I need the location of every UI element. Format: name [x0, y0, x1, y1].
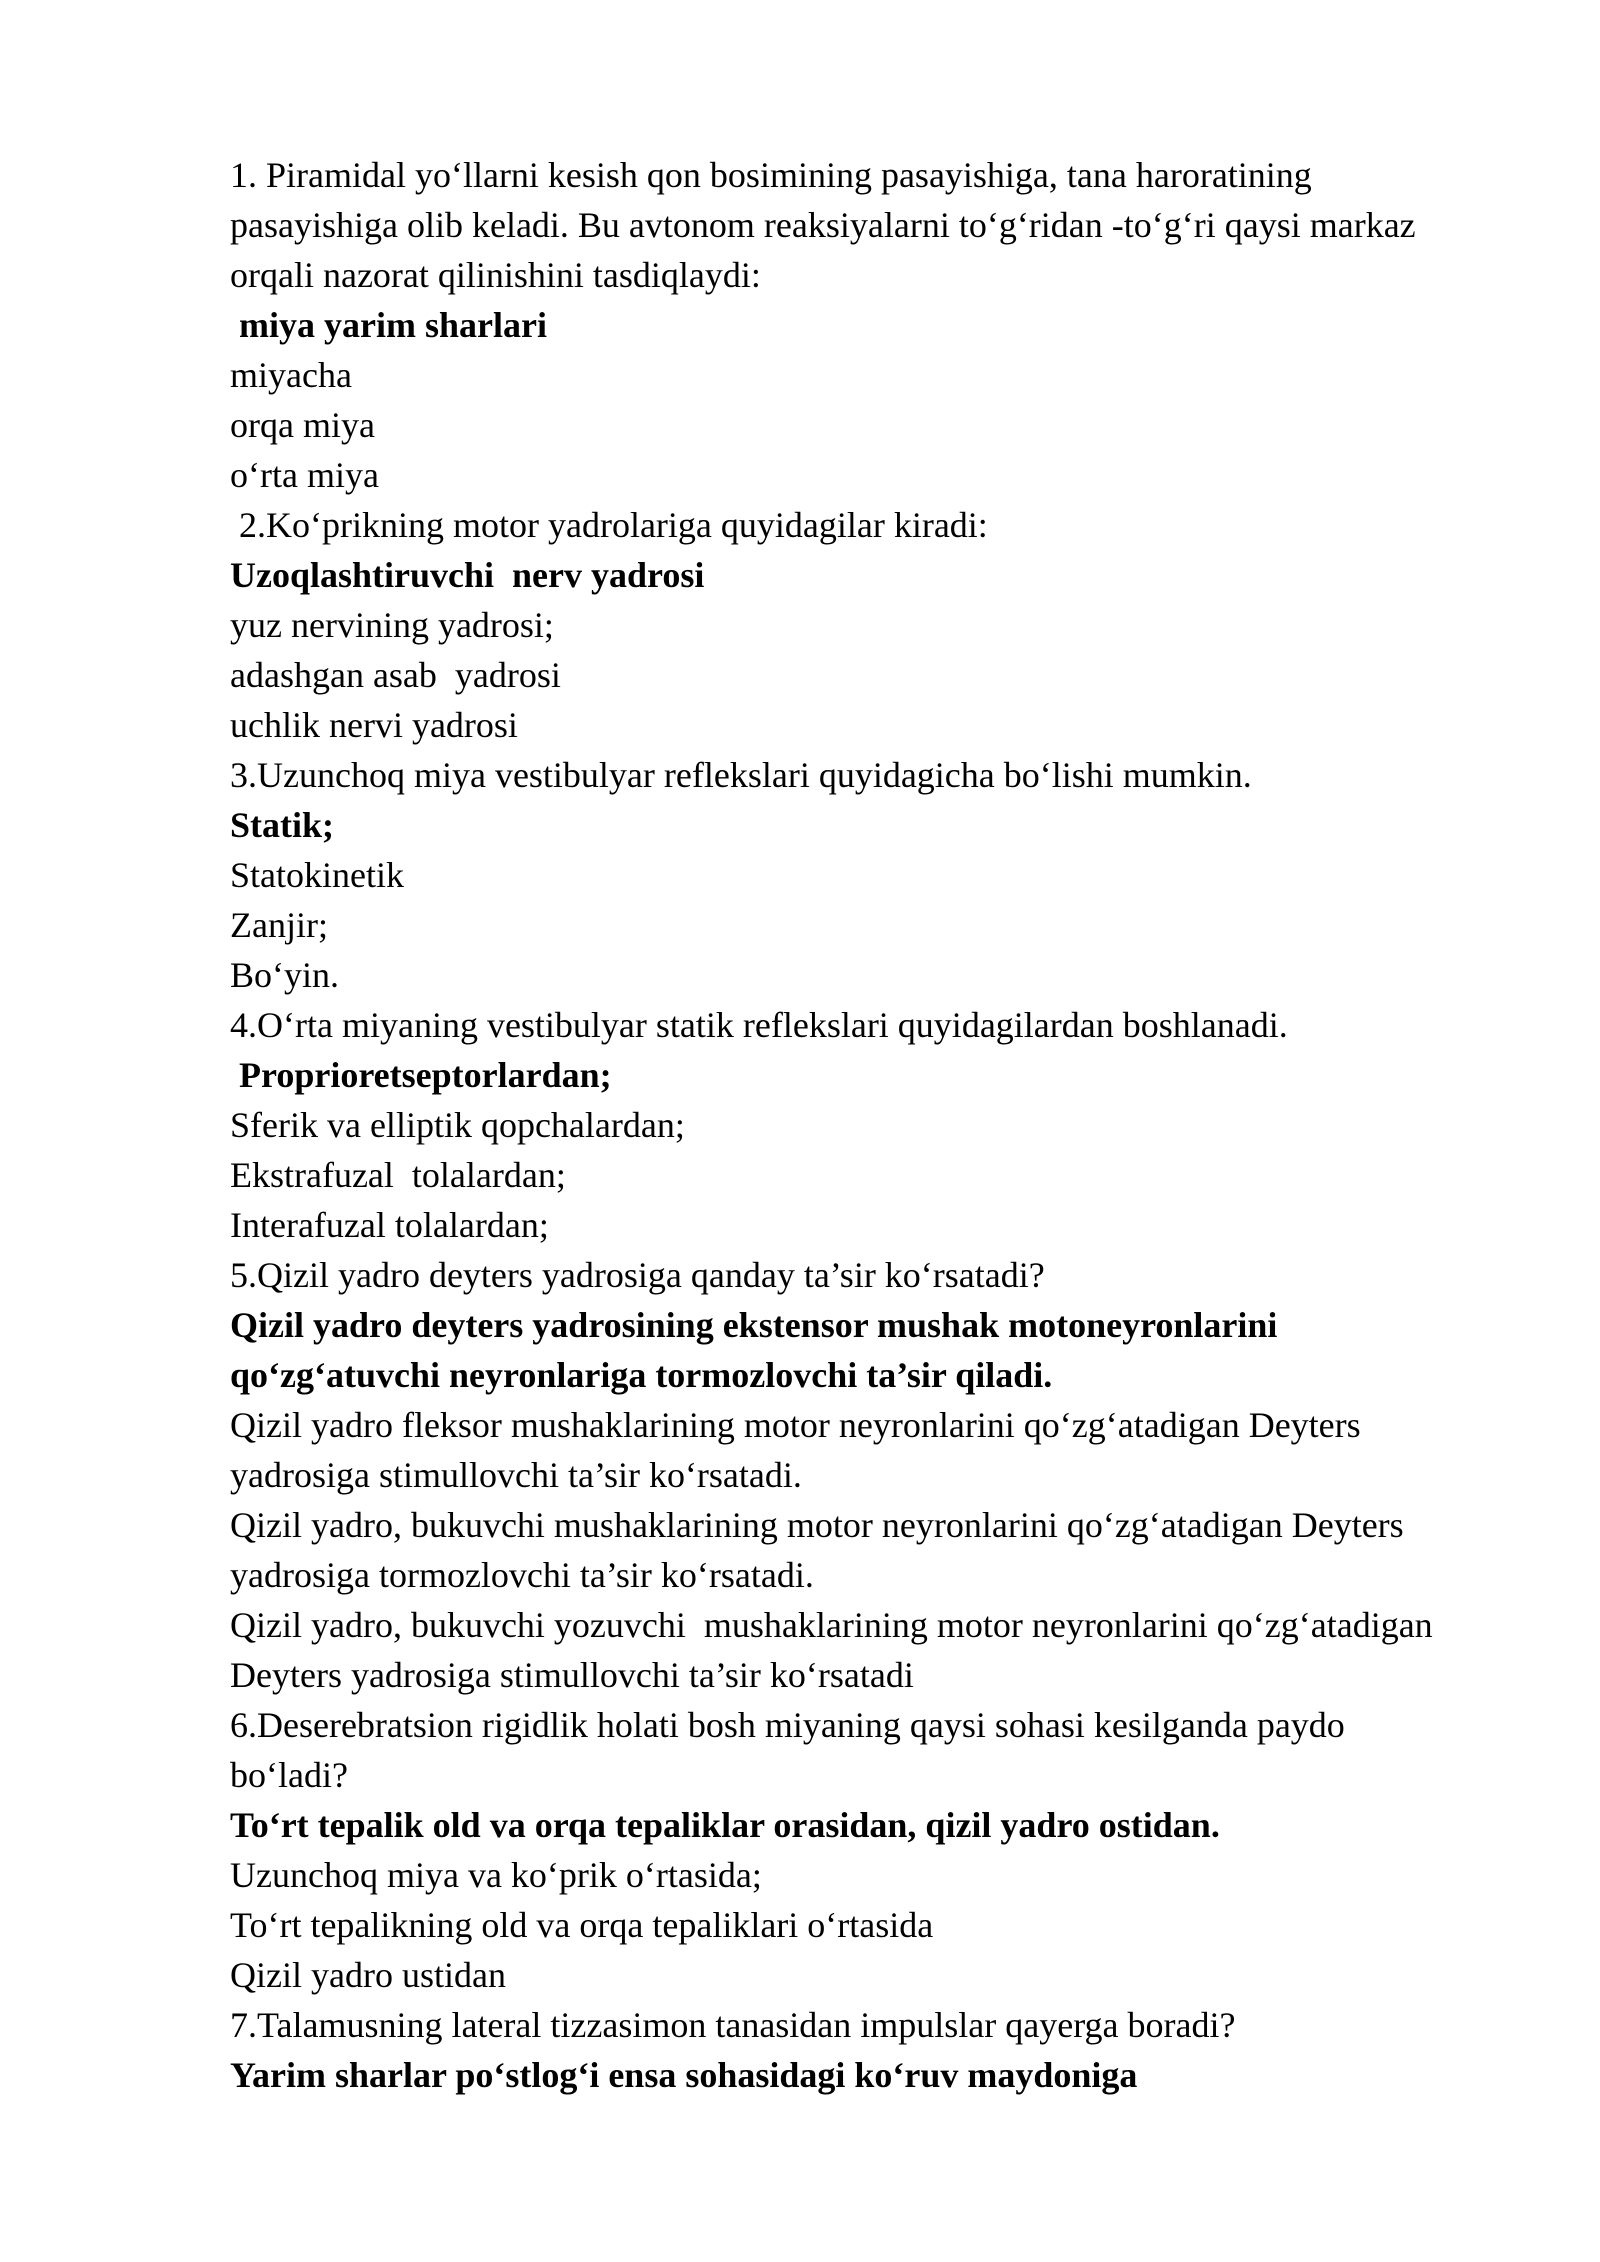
answer-line: Proprioretseptorlardan; [239, 1055, 612, 1095]
text-line: yadrosiga tormozlovchi ta’sir ko‘rsatadi. [230, 1555, 814, 1595]
text-line: yadrosiga stimullovchi ta’sir ko‘rsatadi. [230, 1455, 802, 1495]
answer-line: To‘rt tepalik old va orqa tepaliklar orasidan, qizil yadro ostidan. [230, 1805, 1220, 1845]
text-line: pasayishiga olib keladi. Bu avtonom reaksiyalarni to‘g‘ridan -to‘g‘ri qaysi markaz [230, 205, 1416, 245]
text-line: To‘rt tepalikning old va orqa tepaliklari o‘rtasida [230, 1905, 934, 1945]
text-line: uchlik nervi yadrosi [230, 705, 518, 745]
answer-line: Qizil yadro deyters yadrosining ekstensor mushak motoneyronlarini [230, 1305, 1278, 1345]
text-line: miyacha [230, 355, 352, 395]
answer-line: Yarim sharlar po‘stlog‘i ensa sohasidagi ko‘ruv maydoniga [230, 2055, 1138, 2095]
text-line: Qizil yadro, bukuvchi mushaklarining motor neyronlarini qo‘zg‘atadigan Deyters [230, 1505, 1404, 1545]
text-line: Interafuzal tolalardan; [230, 1205, 549, 1245]
answer-line: Uzoqlashtiruvchi nerv yadrosi [230, 555, 705, 595]
answer-line: miya yarim sharlari [239, 305, 547, 345]
text-line: 1. Piramidal yo‘llarni kesish qon bosimining pasayishiga, tana haroratining [230, 155, 1312, 195]
answer-line: Statik; [230, 805, 335, 845]
text-line: 3.Uzunchoq miya vestibulyar reflekslari quyidagicha bo‘lishi mumkin. [230, 755, 1252, 795]
text-line: o‘rta miya [230, 455, 379, 495]
text-line: yuz nervining yadrosi; [230, 605, 554, 645]
text-line: 4.O‘rta miyaning vestibulyar statik reflekslari quyidagilardan boshlanadi. [230, 1005, 1288, 1045]
text-line: Uzunchoq miya va ko‘prik o‘rtasida; [230, 1855, 762, 1895]
text-line: 5.Qizil yadro deyters yadrosiga qanday ta’sir ko‘rsatadi? [230, 1255, 1045, 1295]
text-line: orqali nazorat qilinishini tasdiqlaydi: [230, 255, 761, 295]
text-line: 2.Ko‘prikning motor yadrolariga quyidagilar kiradi: [239, 505, 988, 545]
text-line: Qizil yadro ustidan [230, 1955, 506, 1995]
text-line: Qizil yadro, bukuvchi yozuvchi mushaklarining motor neyronlarini qo‘zg‘atadigan [230, 1605, 1433, 1645]
text-line: 7.Talamusning lateral tizzasimon tanasidan impulslar qayerga boradi? [230, 2005, 1236, 2045]
text-line: bo‘ladi? [230, 1755, 348, 1795]
answer-line: qo‘zg‘atuvchi neyronlariga tormozlovchi ta’sir qiladi. [230, 1355, 1053, 1395]
text-line: Deyters yadrosiga stimullovchi ta’sir ko‘rsatadi [230, 1655, 914, 1695]
text-line: Sferik va elliptik qopchalardan; [230, 1105, 685, 1145]
text-line: Statokinetik [230, 855, 404, 895]
text-line: Zanjir; [230, 905, 328, 945]
document-body [230, 150, 1530, 2100]
text-line: Qizil yadro fleksor mushaklarining motor neyronlarini qo‘zg‘atadigan Deyters [230, 1405, 1361, 1445]
text-line: 6.Deserebratsion rigidlik holati bosh miyaning qaysi sohasi kesilganda paydo [230, 1705, 1345, 1745]
text-line: Bo‘yin. [230, 955, 340, 995]
text-line: adashgan asab yadrosi [230, 655, 561, 695]
text-line: Ekstrafuzal tolalardan; [230, 1155, 566, 1195]
text-line: orqa miya [230, 405, 375, 445]
